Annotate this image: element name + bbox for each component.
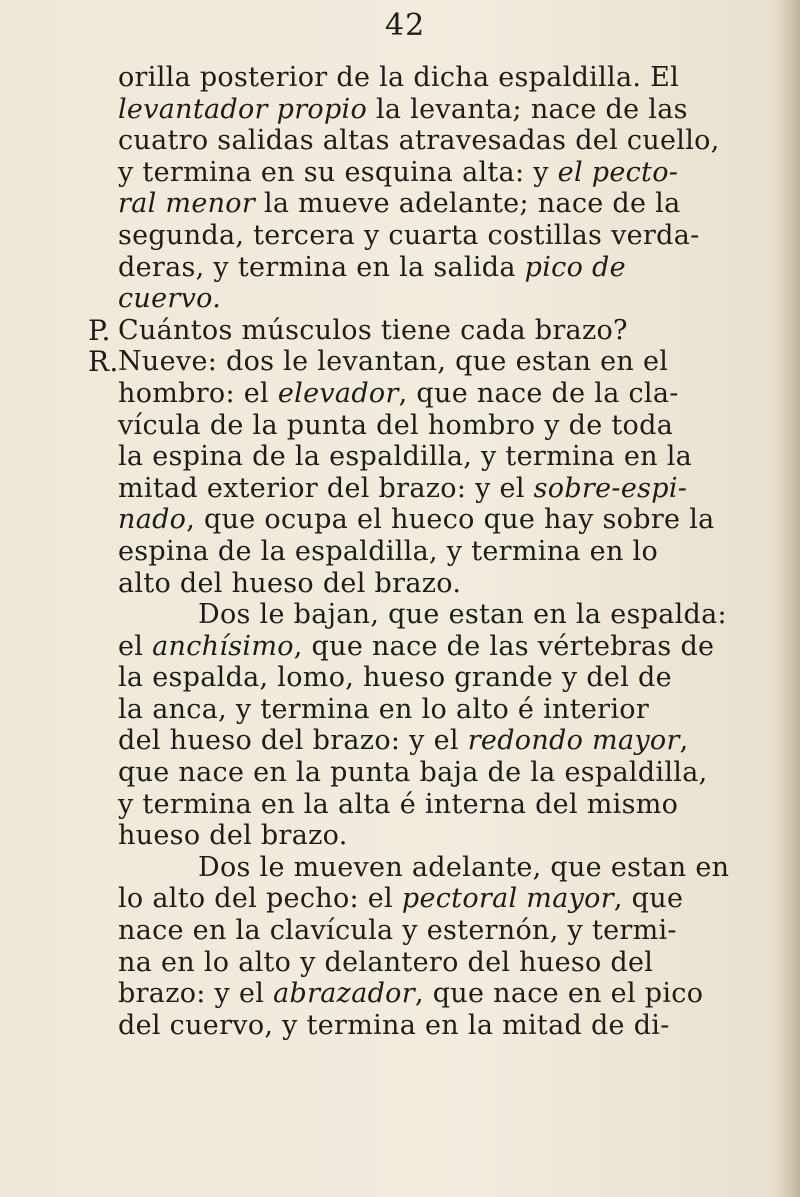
text-line bbox=[118, 188, 778, 220]
text-segment: , que nace en el pico bbox=[414, 978, 704, 1010]
italic-term: pectoral mayor bbox=[401, 883, 614, 915]
page-edge bbox=[778, 0, 800, 1197]
text-segment: na en lo alto y delantero del hueso del bbox=[118, 946, 654, 978]
text-segment: la anca, y termina en lo alto é interior bbox=[118, 693, 650, 725]
text-line bbox=[118, 410, 778, 442]
text-segment: brazo: y el bbox=[118, 978, 274, 1010]
italic-term: abrazador bbox=[273, 978, 415, 1010]
text-segment: , bbox=[679, 725, 689, 757]
text-segment: y termina en la alta é interna del mismo bbox=[118, 788, 679, 820]
qa-marker: P. bbox=[88, 313, 111, 347]
text-line bbox=[118, 62, 778, 94]
text-line bbox=[88, 345, 778, 379]
italic-term: sobre-espi- bbox=[533, 472, 688, 504]
text-segment: Nueve: dos le levantan, que estan en el bbox=[118, 346, 669, 378]
text-segment: hombro: el bbox=[118, 377, 278, 409]
italic-term: elevador bbox=[277, 377, 399, 409]
text-line bbox=[118, 725, 778, 757]
text-line bbox=[118, 599, 778, 631]
text-line bbox=[118, 568, 778, 600]
text-segment: la mueve adelante; nace de la bbox=[255, 188, 681, 220]
text-segment: , que nace de la cla- bbox=[398, 377, 679, 409]
text-line bbox=[118, 757, 778, 789]
text-segment: la espalda, lomo, hueso grande y del de bbox=[118, 662, 672, 694]
text-segment: segunda, tercera y cuarta costillas verda- bbox=[118, 219, 700, 251]
text-segment: vícula de la punta del hombro y de toda bbox=[118, 409, 674, 441]
text-line bbox=[118, 1010, 778, 1042]
text-line bbox=[118, 694, 778, 726]
text-line bbox=[118, 94, 778, 126]
text-line bbox=[118, 915, 778, 947]
text-segment: Dos le bajan, que estan en la espalda: bbox=[198, 599, 727, 631]
text-segment: que nace en la punta baja de la espaldilla, bbox=[118, 757, 708, 789]
text-segment: alto del hueso del brazo. bbox=[118, 567, 462, 599]
text-segment: hueso del brazo. bbox=[118, 820, 348, 852]
text-segment: orilla posterior de la dicha espaldilla. El bbox=[118, 62, 680, 93]
text-line bbox=[118, 883, 778, 915]
page-number: 42 bbox=[385, 8, 426, 43]
text-line bbox=[118, 125, 778, 157]
text-segment: nace en la clavícula y esternón, y termi- bbox=[118, 915, 677, 947]
italic-term: pico de bbox=[524, 251, 626, 283]
text-line bbox=[118, 536, 778, 568]
text-segment: cuatro salidas altas atravesadas del cuello, bbox=[118, 125, 720, 157]
text-line bbox=[118, 947, 778, 979]
text-line bbox=[118, 631, 778, 663]
text-line bbox=[118, 820, 778, 852]
italic-term: cuervo. bbox=[118, 283, 222, 315]
text-segment: la levanta; nace de las bbox=[367, 93, 688, 125]
text-segment: , que bbox=[613, 883, 684, 915]
text-line bbox=[118, 662, 778, 694]
text-segment: y termina en su esquina alta: y bbox=[118, 156, 558, 188]
text-line bbox=[118, 283, 778, 315]
text-segment: el bbox=[118, 630, 153, 662]
text-line bbox=[88, 313, 778, 347]
text-line bbox=[118, 789, 778, 821]
text-line bbox=[118, 220, 778, 252]
body-text bbox=[88, 62, 778, 1041]
qa-marker: R. bbox=[88, 345, 119, 379]
italic-term: anchísimo bbox=[152, 630, 294, 662]
italic-term: el pecto- bbox=[557, 156, 679, 188]
text-segment: espina de la espaldilla, y termina en lo bbox=[118, 535, 659, 567]
text-segment: deras, y termina en la salida bbox=[118, 251, 525, 283]
text-segment: lo alto del pecho: el bbox=[118, 883, 402, 915]
text-segment: , que ocupa el hueco que hay sobre la bbox=[186, 504, 715, 536]
text-line bbox=[118, 441, 778, 473]
text-segment: Dos le mueven adelante, que estan en bbox=[198, 851, 730, 883]
text-segment: Cuántos músculos tiene cada brazo? bbox=[118, 314, 628, 346]
text-line bbox=[118, 378, 778, 410]
text-line bbox=[118, 504, 778, 536]
text-segment: del hueso del brazo: y el bbox=[118, 725, 468, 757]
text-segment: mitad exterior del brazo: y el bbox=[118, 472, 534, 504]
italic-term: ral menor bbox=[118, 188, 256, 220]
text-segment: del cuervo, y termina en la mitad de di- bbox=[118, 1009, 670, 1041]
text-line bbox=[118, 252, 778, 284]
text-segment: , que nace de las vértebras de bbox=[293, 630, 715, 662]
text-line bbox=[118, 473, 778, 505]
text-line bbox=[118, 157, 778, 189]
text-segment: la espina de la espaldilla, y termina en la bbox=[118, 441, 693, 473]
text-line bbox=[118, 978, 778, 1010]
italic-term: nado bbox=[118, 504, 187, 536]
text-line bbox=[118, 852, 778, 884]
italic-term: levantador propio bbox=[118, 93, 368, 125]
italic-term: redondo mayor bbox=[467, 725, 680, 757]
